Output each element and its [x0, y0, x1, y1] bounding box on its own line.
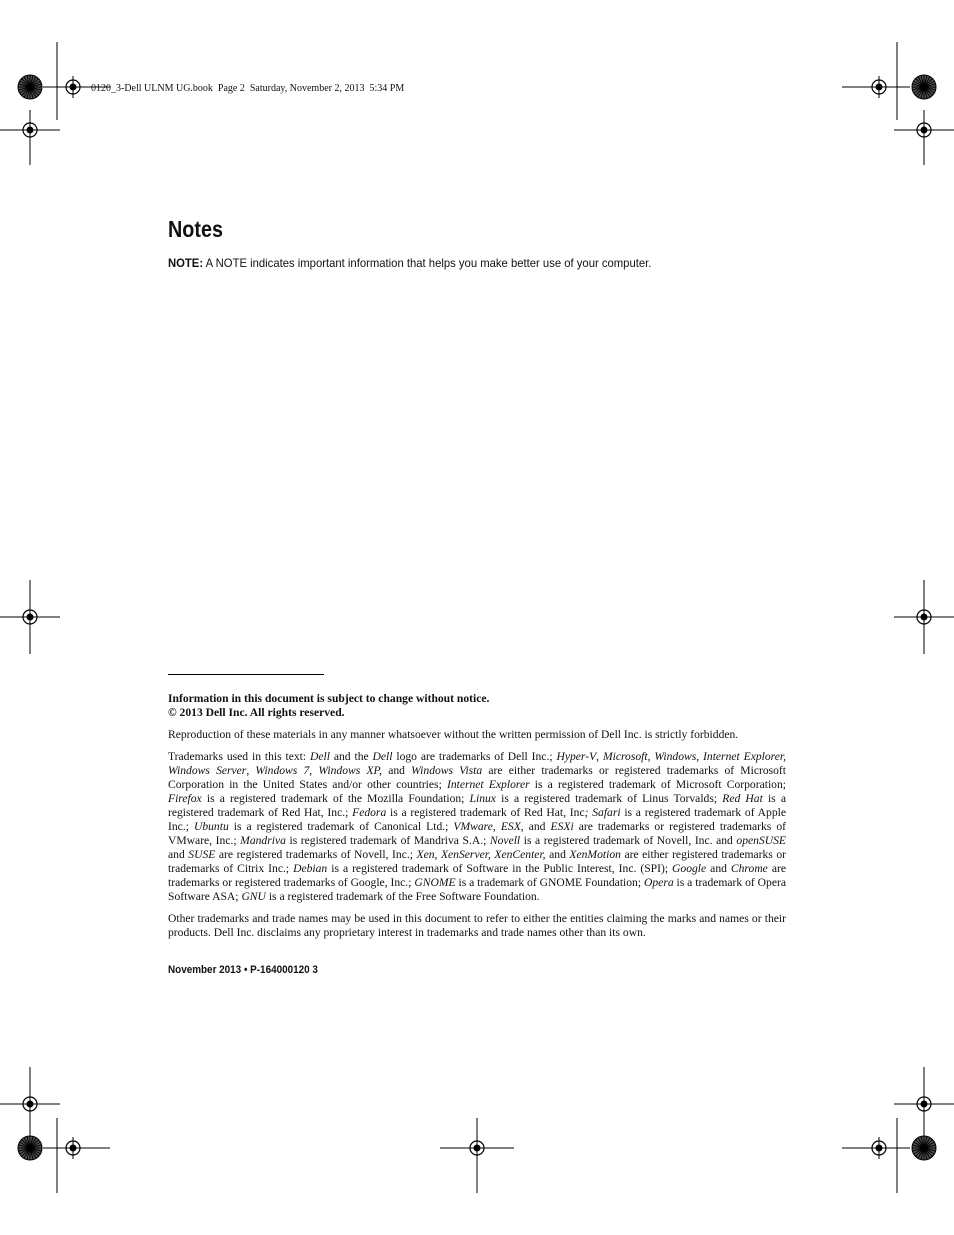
page-title: Notes — [168, 216, 223, 242]
trademark-name: ESXi — [550, 820, 574, 833]
trademarks-paragraph — [168, 750, 786, 904]
trademark-text: and the — [329, 750, 373, 763]
trademark-name: Internet Explorer, Windows Server — [168, 750, 787, 777]
trademark-text: is a registered trademark of Canonical Ltd.; — [228, 820, 454, 833]
note-label: NOTE: — [168, 256, 204, 270]
trademark-name: Mandriva — [240, 834, 286, 847]
trademark-text: is a registered trademark of Red Hat, Inc — [386, 806, 585, 819]
trademark-text: , — [696, 750, 704, 763]
trademark-name: SUSE — [188, 848, 216, 861]
trademark-name: Red Hat — [722, 792, 763, 805]
trademark-text: , and — [520, 820, 551, 833]
trademark-name: VMware — [453, 820, 493, 833]
trademark-name: Windows 7 — [255, 764, 310, 777]
trademark-text: are registered trademarks of Novell, Inc.; — [215, 848, 417, 861]
trademark-name: Fedora — [352, 806, 387, 819]
trademark-name: Ubuntu — [193, 820, 229, 833]
trademark-text: and — [545, 848, 570, 861]
trademark-text: are trademarks or registered trademarks of Google, Inc.; — [168, 862, 786, 889]
trademark-name: Windows — [654, 750, 697, 763]
trademark-text: is a trademark of GNOME Foundation; — [455, 876, 644, 889]
trademark-name: Google — [672, 862, 707, 875]
trademark-text: and — [382, 764, 412, 777]
trademark-text: , — [492, 820, 501, 833]
trademark-text: is a registered trademark of Microsoft Corporation; — [529, 778, 786, 791]
trademark-text: and — [706, 862, 731, 875]
trademark-name: Novell — [489, 834, 521, 847]
change-notice-line1: Information in this document is subject to change without notice. — [168, 692, 490, 705]
trademark-text: , — [647, 750, 655, 763]
trademark-name: Windows XP, — [318, 764, 383, 777]
trademark-name: ; Safari — [584, 806, 621, 819]
trademark-text: is a registered trademark of Novell, Inc. and — [520, 834, 737, 847]
trademark-name: XenMotion — [569, 848, 621, 861]
footnote-rule — [168, 674, 324, 675]
trademark-name: Debian — [293, 862, 328, 875]
trademark-name: GNOME — [414, 876, 456, 889]
trademark-name: Dell — [372, 750, 393, 763]
trademark-name: Internet Explorer — [446, 778, 530, 791]
trademark-text: is a registered trademark of the Mozilla Foundation; — [201, 792, 470, 805]
trademark-name: Firefox — [168, 792, 202, 805]
trademark-name: GNU — [241, 890, 266, 903]
print-slug-line: 0120_3-Dell ULNM UG.book Page 2 Saturday, November 2, 2013 5:34 PM — [91, 83, 405, 94]
legal-notice — [168, 692, 786, 948]
trademark-text: , — [309, 764, 319, 777]
trademark-text: are trademarks or registered trademarks of VMware, Inc.; — [168, 820, 787, 847]
trademark-name: ESX — [500, 820, 521, 833]
note-paragraph — [168, 256, 651, 270]
trademark-name: Xen, XenServer, XenCenter, — [416, 848, 546, 861]
reproduction-paragraph: Reproduction of these materials in any manner whatsoever without the written permission of Dell Inc. is strictly forbidden. — [168, 728, 739, 741]
trademark-text: is registered trademark of Mandriva S.A.; — [285, 834, 490, 847]
other-trademarks-paragraph: Other trademarks and trade names may be used in this document to refer to either the entities claiming the marks and names or their products. Dell Inc. disclaims any proprietary interest in trademarks and trade names other than its own. — [168, 912, 786, 939]
trademark-name: Hyper-V — [556, 750, 597, 763]
trademark-name: Chrome — [730, 862, 768, 875]
document-footer: November 2013 • P-164000120 3 — [168, 964, 318, 976]
change-notice — [168, 692, 786, 720]
trademark-text: Trademarks used in this text: — [168, 750, 310, 763]
trademark-text: is a registered trademark of Apple Inc.; — [168, 806, 787, 833]
trademark-name: Dell — [310, 750, 330, 763]
trademark-name: Windows Vista — [411, 764, 483, 777]
trademark-text: are either registered trademarks or trademarks of Citrix Inc.; — [168, 848, 787, 875]
trademark-text: logo are trademarks of Dell Inc.; — [392, 750, 557, 763]
trademark-name: Opera — [644, 876, 674, 889]
trademark-name: openSUSE — [736, 834, 786, 847]
trademark-text: , — [246, 764, 256, 777]
note-text: A NOTE indicates important information that helps you make better use of your computer. — [203, 256, 652, 270]
trademark-text: are either trademarks or registered trademarks of Microsoft Corporation in the United States and/or other countries; — [168, 764, 787, 791]
trademark-text: is a registered trademark of Software in the Public Interest, Inc. (SPI); — [327, 862, 673, 875]
trademark-text: is a registered trademark of Red Hat, Inc.; — [168, 792, 786, 819]
trademark-name: Microsoft — [602, 750, 648, 763]
trademark-name: Linux — [469, 792, 496, 805]
trademark-text: and — [168, 848, 189, 861]
trademark-text: , — [596, 750, 603, 763]
trademark-text: is a trademark of Opera Software ASA; — [168, 876, 787, 903]
trademark-text: is a registered trademark of Linus Torvalds; — [495, 792, 723, 805]
trademark-text: is a registered trademark of the Free Software Foundation. — [265, 890, 540, 903]
copyright-line: © 2013 Dell Inc. All rights reserved. — [168, 706, 345, 719]
